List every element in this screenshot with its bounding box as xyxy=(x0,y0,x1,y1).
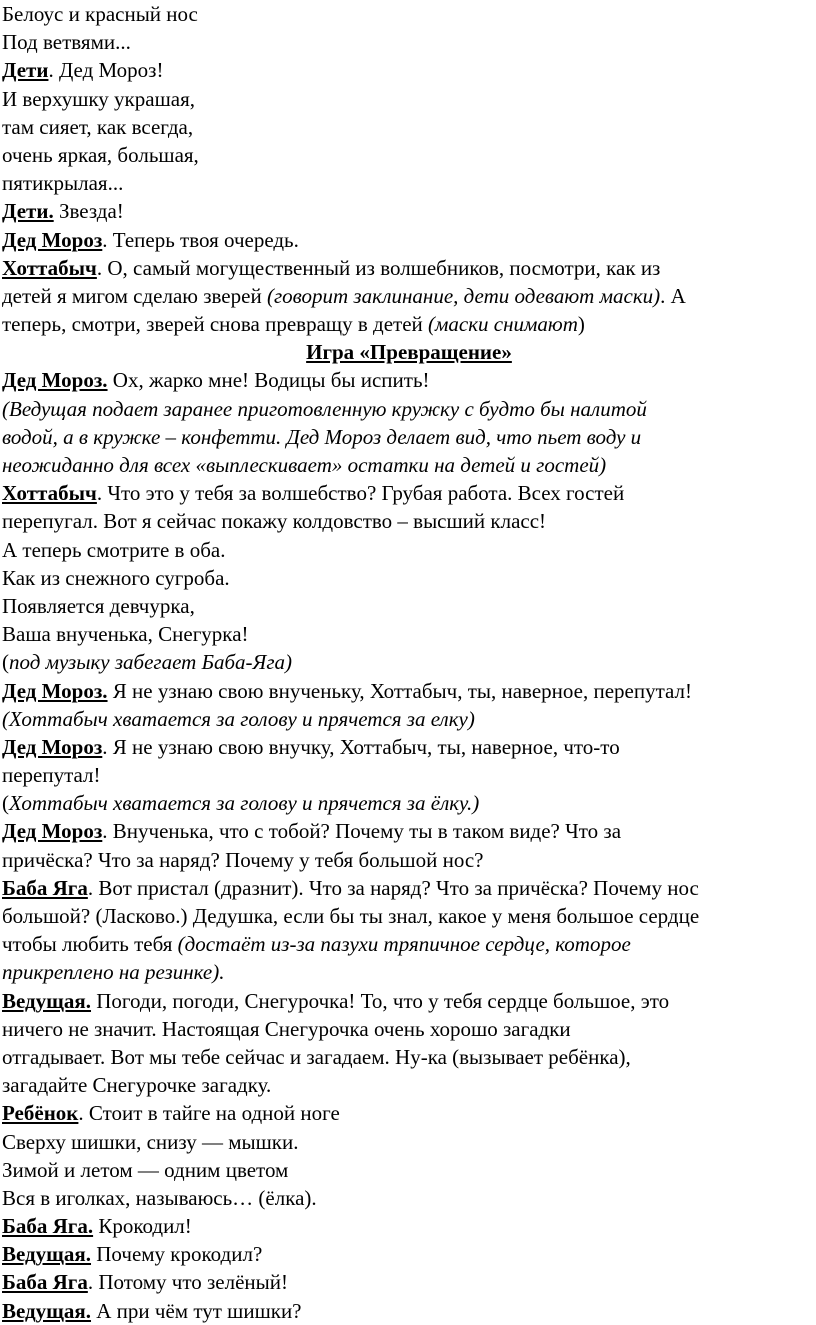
line-text: перепугал. Вот я сейчас покажу колдовство – высший класс! xyxy=(2,509,547,534)
text-line xyxy=(2,705,816,733)
text-line xyxy=(2,451,816,479)
line-text: теперь, смотри, зверей снова превращу в детей xyxy=(2,312,428,337)
text-line xyxy=(2,169,816,197)
text-line xyxy=(2,564,816,592)
line-text: . Что это у тебя за волшебство? Грубая работа. Всех гостей xyxy=(96,481,625,506)
text-line xyxy=(2,874,816,902)
line-text: Сверху шишки, снизу — мышки. xyxy=(2,1129,299,1154)
stage-direction: (маски снимают xyxy=(428,312,578,337)
speaker-label: Дед Мороз xyxy=(2,734,103,759)
text-line xyxy=(2,1297,816,1325)
speaker-label: Дети xyxy=(2,58,49,83)
line-text: Появляется девчурка, xyxy=(2,593,195,618)
stage-direction: (достаёт из-за пазухи тряпичное сердце, которое xyxy=(177,932,631,957)
line-text: Ваша внученька, Снегурка! xyxy=(2,622,249,647)
stage-direction: (Ведущая подает заранее приготовленную кружку с будто бы налитой xyxy=(2,396,647,421)
text-line xyxy=(2,1240,816,1268)
speaker-label: Дед Мороз. xyxy=(2,368,108,393)
line-text: Звезда! xyxy=(53,199,124,224)
speaker-label: Дед Мороз. xyxy=(2,678,108,703)
line-text: Крокодил! xyxy=(93,1214,192,1239)
stage-direction: водой, а в кружке – конфетти. Дед Мороз делает вид, что пьет воду и xyxy=(2,424,642,449)
text-line xyxy=(2,366,816,394)
text-line xyxy=(2,1156,816,1184)
line-text: Я не узнаю свою внученьку, Хоттабыч, ты, наверное, перепутал! xyxy=(107,678,692,703)
text-line xyxy=(2,141,816,169)
text-line xyxy=(2,395,816,423)
line-text: там сияет, как всегда, xyxy=(2,114,194,139)
speaker-label: Дед Мороз xyxy=(2,819,103,844)
line-text: очень яркая, большая, xyxy=(2,142,199,167)
line-text: ) xyxy=(577,312,585,337)
text-line xyxy=(2,423,816,451)
text-line xyxy=(2,648,816,676)
section-heading: Игра «Превращение» xyxy=(306,340,512,365)
text-line xyxy=(2,536,816,564)
text-line xyxy=(2,1015,816,1043)
line-text: . Дед Мороз! xyxy=(48,58,164,83)
text-line xyxy=(2,310,816,338)
text-line xyxy=(2,846,816,874)
stage-direction: (говорит заклинание, дети одевают маски) xyxy=(266,283,661,308)
line-text: детей я мигом сделаю зверей xyxy=(2,283,267,308)
line-text: . Я не узнаю свою внучку, Хоттабыч, ты, наверное, что-то xyxy=(102,734,620,759)
text-line xyxy=(2,592,816,620)
text-line xyxy=(2,620,816,648)
text-line xyxy=(2,85,816,113)
line-text: . Теперь твоя очередь. xyxy=(102,227,299,252)
line-text: А теперь смотрите в оба. xyxy=(2,537,226,562)
line-text: А при чём тут шишки? xyxy=(91,1298,302,1323)
text-line xyxy=(2,113,816,141)
text-line xyxy=(2,28,816,56)
line-text: ( xyxy=(2,650,9,675)
line-text: Зимой и летом — одним цветом xyxy=(2,1157,289,1182)
line-text: чтобы любить тебя xyxy=(2,932,178,957)
text-line xyxy=(2,817,816,845)
speaker-label: Ведущая. xyxy=(2,988,92,1013)
text-line xyxy=(2,1128,816,1156)
speaker-label: Ведущая. xyxy=(2,1298,92,1323)
text-line xyxy=(2,479,816,507)
text-line xyxy=(2,1099,816,1127)
text-line xyxy=(2,0,816,28)
speaker-label: Хоттабыч xyxy=(2,255,97,280)
line-text: отгадывает. Вот мы тебе сейчас и загадаем. Ну-ка (вызывает ребёнка), xyxy=(2,1044,631,1069)
line-text: пятикрылая... xyxy=(2,171,124,196)
text-line xyxy=(2,507,816,535)
line-text: Ох, жарко мне! Водицы бы испить! xyxy=(107,368,430,393)
text-line xyxy=(2,930,816,958)
line-text: перепутал! xyxy=(2,763,101,788)
line-text: ничего не значит. Настоящая Снегурочка очень хорошо загадки xyxy=(2,1016,571,1041)
line-text: причёска? Что за наряд? Почему у тебя большой нос? xyxy=(2,847,484,872)
text-line xyxy=(2,1212,816,1240)
speaker-label: Ведущая. xyxy=(2,1242,92,1267)
line-text: . Внученька, что с тобой? Почему ты в таком виде? Что за xyxy=(102,819,622,844)
stage-direction: Хоттабыч хватается за голову и прячется за ёлку.) xyxy=(9,791,480,816)
line-text: . Вот пристал (дразнит). Что за наряд? Что за причёска? Почему нос xyxy=(87,875,699,900)
line-text: Белоус и красный нос xyxy=(2,2,198,26)
text-line xyxy=(2,677,816,705)
text-line xyxy=(2,197,816,225)
line-text: Вся в иголках, называюсь… (ёлка). xyxy=(2,1185,317,1210)
text-line xyxy=(2,1268,816,1296)
line-text: . Потому что зелёный! xyxy=(87,1270,288,1295)
line-text: ( xyxy=(2,791,9,816)
line-text: Почему крокодил? xyxy=(91,1242,263,1267)
line-text: . Стоит в тайге на одной ноге xyxy=(78,1101,340,1126)
stage-direction: неожиданно для всех «выплескивает» остатки на детей и гостей) xyxy=(2,453,607,477)
speaker-label: Дети. xyxy=(2,199,54,224)
line-text: Как из снежного сугроба. xyxy=(2,565,230,590)
text-line xyxy=(2,254,816,282)
line-text: Под ветвями... xyxy=(2,30,131,55)
stage-direction: под музыку забегает Баба-Яга) xyxy=(9,650,293,675)
text-line xyxy=(2,56,816,84)
line-text: . О, самый могущественный из волшебников, посмотри, как из xyxy=(96,255,661,280)
stage-direction: прикреплено на резинке). xyxy=(2,960,225,985)
text-line xyxy=(2,282,816,310)
speaker-label: Ребёнок xyxy=(2,1101,79,1126)
line-text: Погоди, погоди, Снегурочка! То, что у тебя сердце большое, это xyxy=(91,988,670,1013)
speaker-label: Хоттабыч xyxy=(2,481,97,506)
text-line xyxy=(2,1184,816,1212)
text-line xyxy=(2,1071,816,1099)
text-line xyxy=(2,733,816,761)
text-line xyxy=(2,226,816,254)
text-line xyxy=(2,902,816,930)
text-line xyxy=(2,338,816,366)
speaker-label: Баба Яга xyxy=(2,1270,88,1295)
line-text: загадайте Снегурочке загадку. xyxy=(2,1073,272,1098)
stage-direction: (Хоттабыч хватается за голову и прячется за елку) xyxy=(2,706,475,731)
speaker-label: Дед Мороз xyxy=(2,227,103,252)
speaker-label: Баба Яга xyxy=(2,875,88,900)
text-line xyxy=(2,958,816,986)
text-line xyxy=(2,1043,816,1071)
line-text: И верхушку украшая, xyxy=(2,86,195,111)
line-text: . А xyxy=(660,283,686,308)
line-text: большой? (Ласково.) Дедушка, если бы ты знал, какое у меня большое сердце xyxy=(2,904,700,928)
text-line xyxy=(2,789,816,817)
speaker-label: Баба Яга. xyxy=(2,1214,94,1239)
text-line xyxy=(2,761,816,789)
text-line xyxy=(2,987,816,1015)
